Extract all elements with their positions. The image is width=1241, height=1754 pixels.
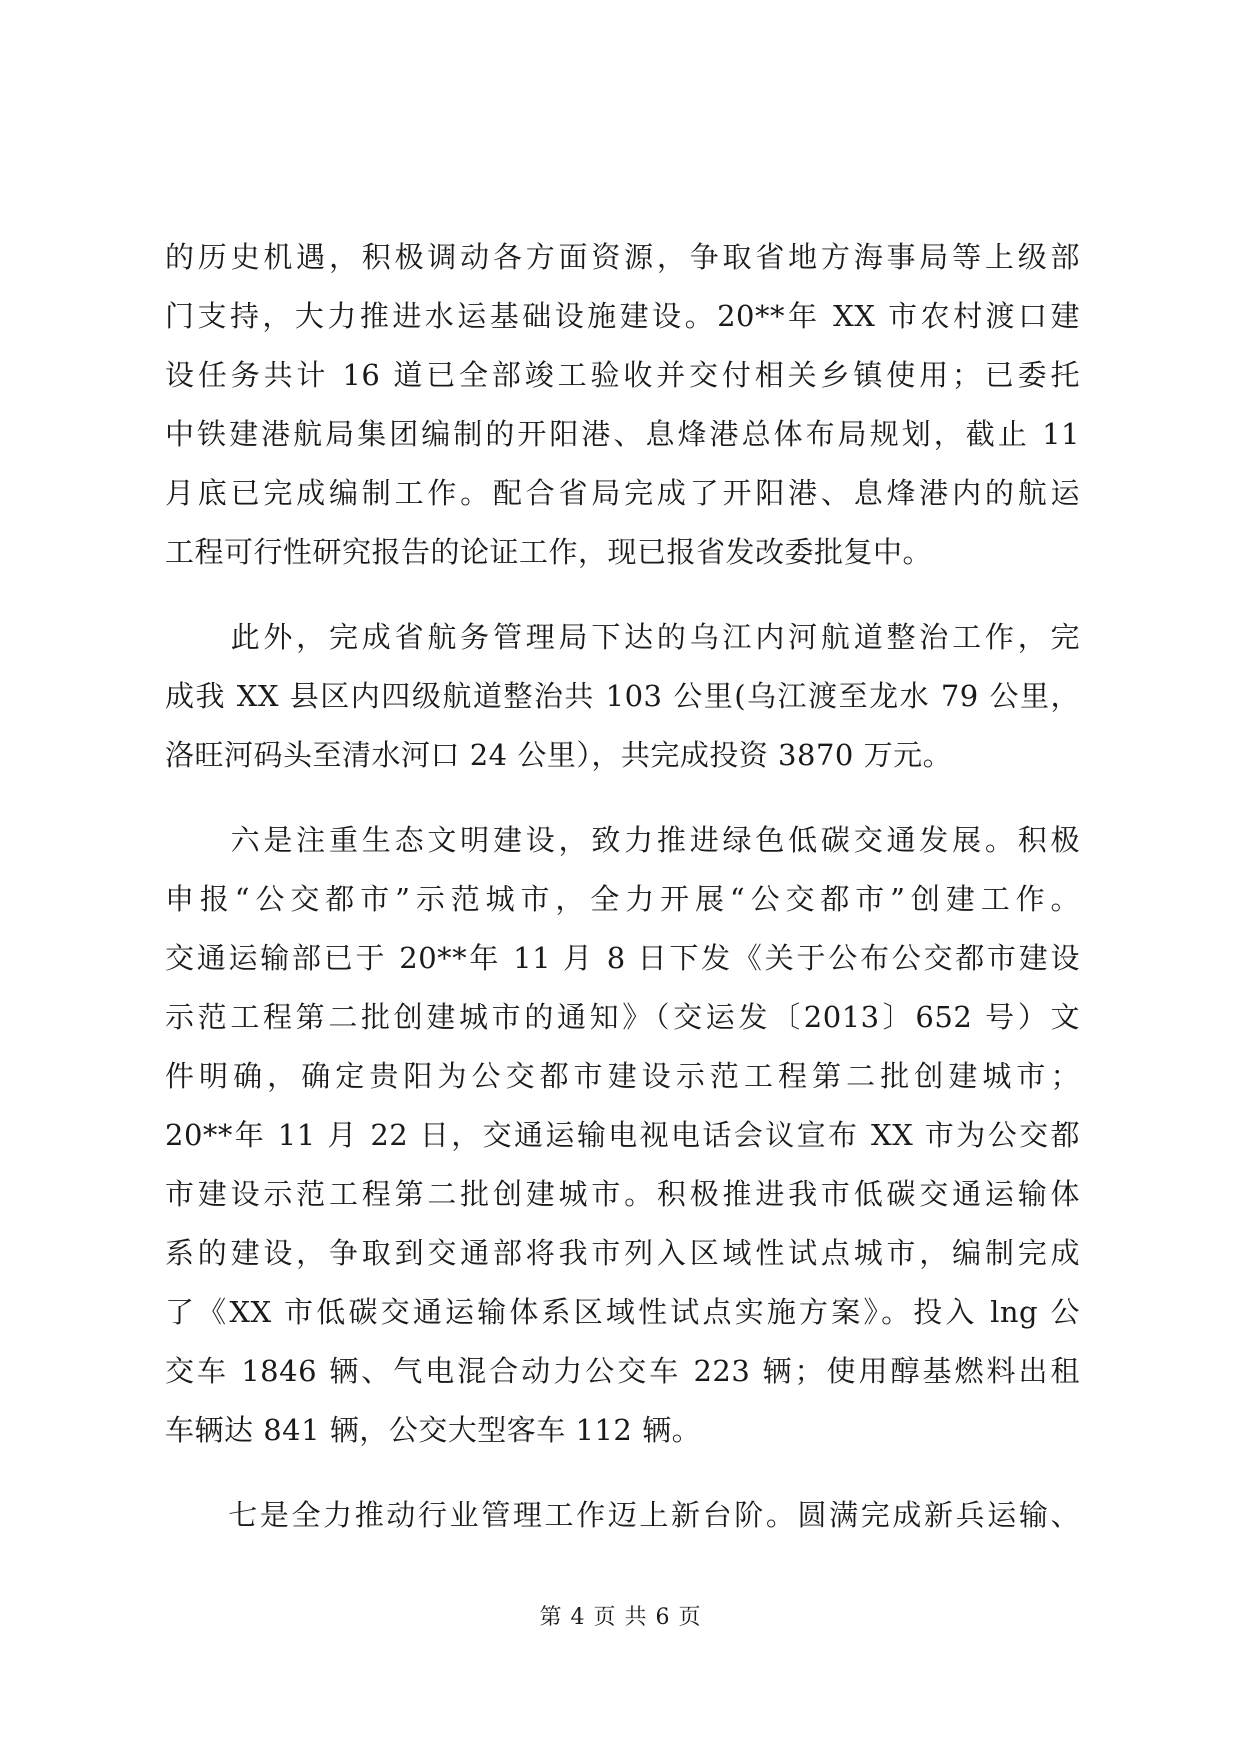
text-line: 件明确，确定贵阳为公交都市建设示范工程第二批创建城市； [165, 1059, 1080, 1093]
text-line: 申报“公交都市”示范城市，全力开展“公交都市”创建工作。 [165, 882, 1080, 916]
paragraph-3 [165, 811, 1080, 1460]
text-line: 示范工程第二批创建城市的通知》（交运发〔2013〕652 号）文 [165, 1000, 1080, 1034]
text-line: 了《XX 市低碳交通运输体系区域性试点实施方案》。投入 lng 公 [165, 1295, 1080, 1329]
paragraph-2 [165, 608, 1080, 785]
text-line: 中铁建港航局集团编制的开阳港、息烽港总体布局规划，截止 11 [165, 417, 1080, 451]
text-line: 交通运输部已于 20**年 11 月 8 日下发《关于公布公交都市建设 [165, 941, 1080, 975]
text-line: 门支持，大力推进水运基础设施建设。20**年 XX 市农村渡口建 [165, 299, 1080, 333]
paragraph-gap [165, 1460, 1080, 1486]
text-line: 月底已完成编制工作。配合省局完成了开阳港、息烽港内的航运 [165, 476, 1080, 510]
text-line: 七是全力推动行业管理工作迈上新台阶。圆满完成新兵运输、 [165, 1498, 1080, 1532]
text-line: 的历史机遇，积极调动各方面资源，争取省地方海事局等上级部 [165, 240, 1080, 274]
paragraph-gap [165, 582, 1080, 608]
text-line: 工程可行性研究报告的论证工作，现已报省发改委批复中。 [165, 535, 933, 569]
text-line: 六是注重生态文明建设，致力推进绿色低碳交通发展。积极 [165, 823, 1080, 857]
text-line: 车辆达 841 辆，公交大型客车 112 辆。 [165, 1413, 702, 1447]
document-body [165, 228, 1080, 1545]
paragraph-4 [165, 1486, 1080, 1545]
text-line: 洛旺河码头至清水河口 24 公里），共完成投资 3870 万元。 [165, 738, 953, 772]
paragraph-1 [165, 228, 1080, 582]
paragraph-gap [165, 785, 1080, 811]
text-line: 20**年 11 月 22 日，交通运输电视电话会议宣布 XX 市为公交都 [165, 1118, 1080, 1152]
page-number-footer: 第 4 页 共 6 页 [539, 1605, 702, 1630]
text-line: 市建设示范工程第二批创建城市。积极推进我市低碳交通运输体 [165, 1177, 1080, 1211]
text-line: 成我 XX 县区内四级航道整治共 103 公里(乌江渡至龙水 79 公里， [165, 679, 1080, 713]
text-line: 设任务共计 16 道已全部竣工验收并交付相关乡镇使用；已委托 [165, 358, 1080, 392]
text-line: 系的建设，争取到交通部将我市列入区域性试点城市，编制完成 [165, 1236, 1080, 1270]
text-line: 交车 1846 辆、气电混合动力公交车 223 辆；使用醇基燃料出租 [165, 1354, 1080, 1388]
text-line: 此外，完成省航务管理局下达的乌江内河航道整治工作，完 [165, 620, 1080, 654]
